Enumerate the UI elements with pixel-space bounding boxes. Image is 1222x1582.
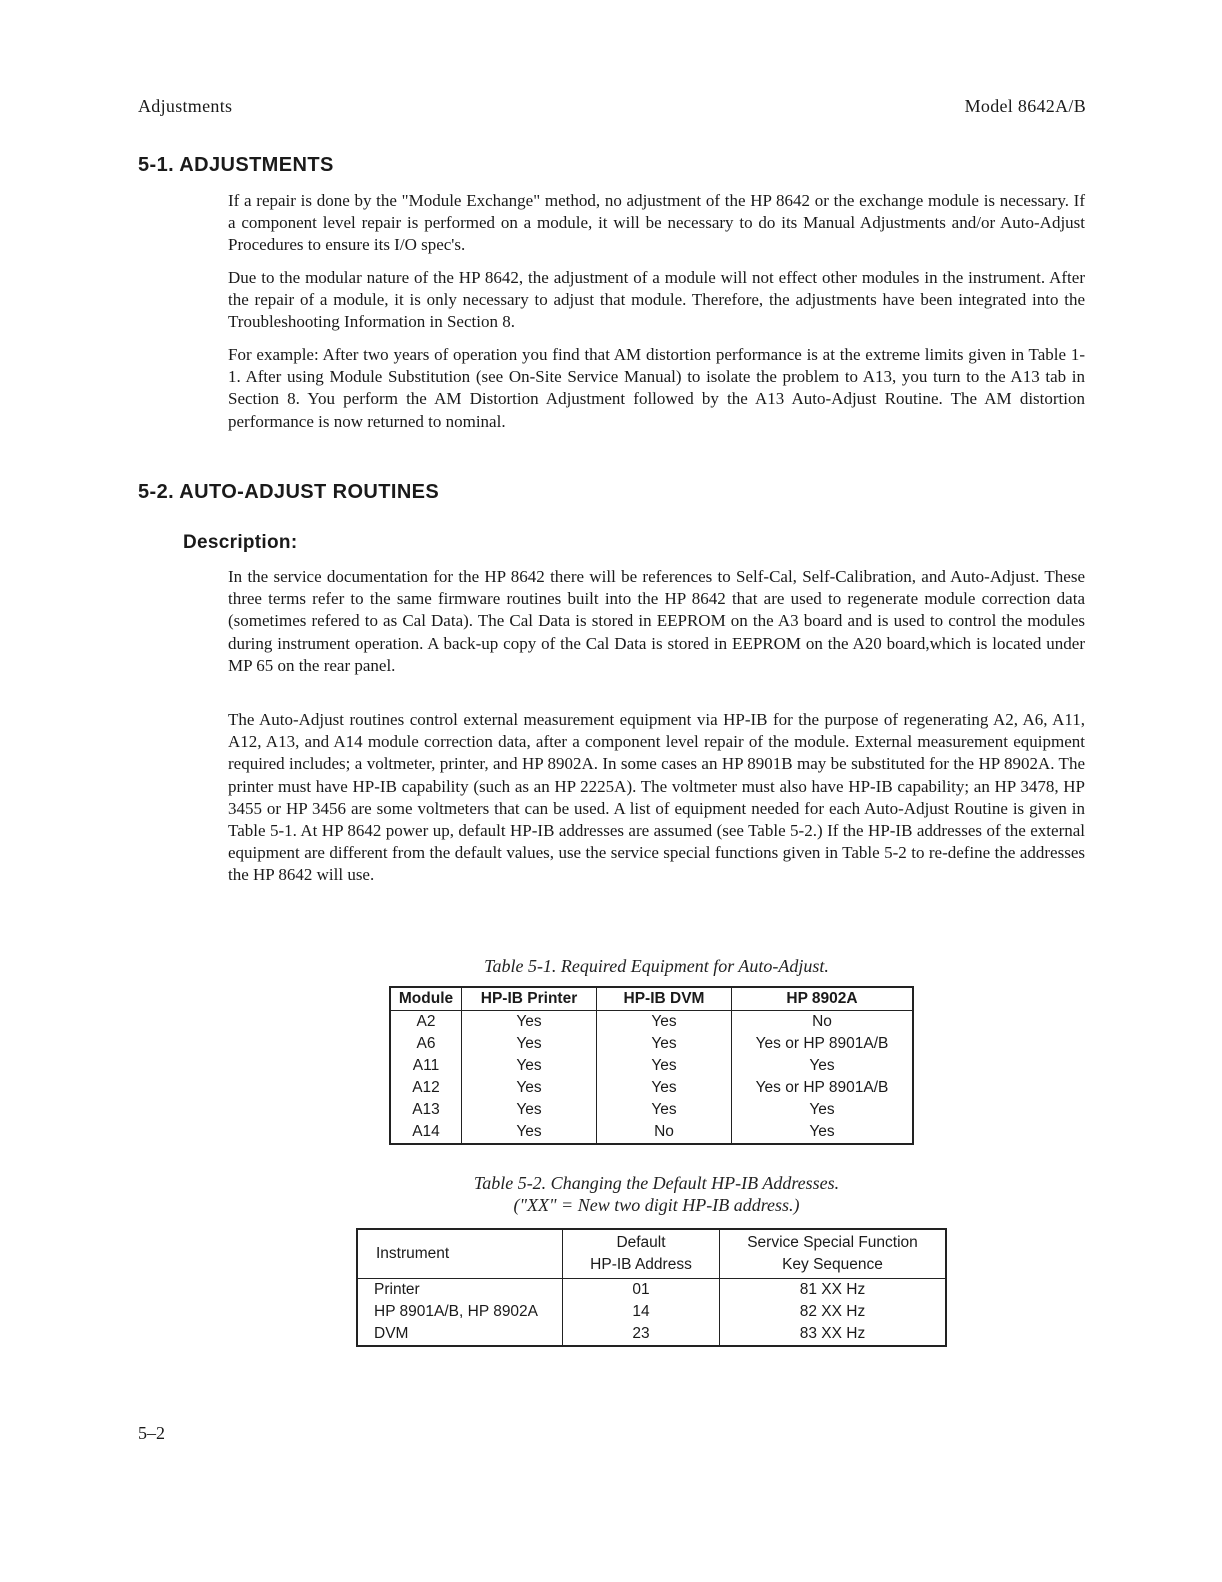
table-cell: DVM — [357, 1323, 563, 1346]
table-2-caption: Table 5-2. Changing the Default HP-IB Addresses. — [473, 1173, 840, 1193]
table-2-caption-note: ("XX" = New two digit HP-IB address.) — [513, 1195, 800, 1215]
column-header: HP 8902A — [732, 987, 914, 1011]
table-cell: Yes — [597, 1011, 732, 1034]
table-row — [357, 1279, 946, 1302]
table-cell: Yes — [462, 1121, 597, 1144]
table-cell: A13 — [390, 1099, 462, 1121]
column-header: HP-IB Printer — [462, 987, 597, 1011]
table-cell: 82 XX Hz — [720, 1301, 947, 1323]
column-header-default-address — [563, 1229, 720, 1279]
table-row — [357, 1301, 946, 1323]
section-heading-auto-adjust: 5-2. AUTO-ADJUST ROUTINES — [138, 481, 440, 503]
table-cell: Yes — [732, 1121, 914, 1144]
table-cell: HP 8901A/B, HP 8902A — [357, 1301, 563, 1323]
table-cell: Yes or HP 8901A/B — [732, 1077, 914, 1099]
table-cell: No — [597, 1121, 732, 1144]
header-line: HP-IB Address — [590, 1256, 692, 1273]
table-cell: Yes — [597, 1099, 732, 1121]
column-header-instrument: Instrument — [357, 1229, 563, 1279]
table-header-row — [390, 987, 913, 1011]
table-cell: Yes or HP 8901A/B — [732, 1033, 914, 1055]
header-line: Default — [616, 1234, 666, 1251]
table-cell: Yes — [462, 1011, 597, 1034]
required-equipment-table — [389, 986, 914, 1145]
table-row — [390, 1055, 913, 1077]
running-header-section: Adjustments — [138, 96, 233, 116]
table-cell: Yes — [462, 1055, 597, 1077]
table-cell: A6 — [390, 1033, 462, 1055]
table-cell: Yes — [597, 1077, 732, 1099]
table-row — [390, 1099, 913, 1121]
column-header-key-sequence — [720, 1229, 947, 1279]
table-row — [390, 1077, 913, 1099]
table-cell: 83 XX Hz — [720, 1323, 947, 1346]
table-row — [357, 1323, 946, 1346]
running-header-model: Model 8642A/B — [964, 96, 1086, 116]
subsection-heading-description: Description: — [183, 532, 298, 553]
header-line: Key Sequence — [782, 1256, 883, 1273]
table-cell: 81 XX Hz — [720, 1279, 947, 1302]
default-hpib-address-table — [356, 1228, 947, 1347]
table-1-caption: Table 5-1. Required Equipment for Auto-Adjust. — [484, 956, 829, 976]
table-cell: A12 — [390, 1077, 462, 1099]
table-cell: Yes — [732, 1099, 914, 1121]
column-header: Module — [390, 987, 462, 1011]
table-cell: Yes — [462, 1033, 597, 1055]
table-cell: A2 — [390, 1011, 462, 1034]
table-cell: 14 — [563, 1301, 720, 1323]
table-cell: Yes — [732, 1055, 914, 1077]
paragraph: In the service documentation for the HP 8642 there will be references to Self-Cal, Self-Calibration, and Auto-Adjust. These three terms refer to the same firmware routines built into the HP 8642 that are used to regenerate module correction data (sometimes refered to as Cal Data). The Cal Data is stored in EEPROM on the A3 board and is used to control the modules during instrument operation. A back-up copy of the Cal Data is stored in EEPROM on the A20 board,which is located under MP 65 on the rear panel. — [228, 567, 1085, 675]
table-cell: Printer — [357, 1279, 563, 1302]
table-cell: No — [732, 1011, 914, 1034]
table-row — [390, 1033, 913, 1055]
table-cell: 23 — [563, 1323, 720, 1346]
table-row — [390, 1011, 913, 1034]
section-heading-adjustments: 5-1. ADJUSTMENTS — [138, 154, 334, 176]
paragraph: The Auto-Adjust routines control external measurement equipment via HP-IB for the purpose of regenerating A2, A6, A11, A12, A13, and A14 module correction data, after a component level repair of the module. External measurement equipment required includes; a voltmeter, printer, and HP 8902A. In some cases an HP 8901B may be substituted for the HP 8902A. The printer must have HP-IB capability (such as an HP 2225A). The voltmeter must also have HP-IB capability; an HP 3478, HP 3455 or HP 3456 are some voltmeters that can be used. A list of equipment needed for each Auto-Adjust Routine is given in Table 5-1. At HP 8642 power up, default HP-IB addresses are assumed (see Table 5-2.) If the HP-IB addresses of the external equipment are different from the default values, use the service special functions given in Table 5-2 to re-define the addresses the HP 8642 will use. — [228, 710, 1085, 885]
table-cell: Yes — [597, 1033, 732, 1055]
header-line: Service Special Function — [747, 1234, 918, 1251]
table-cell: Yes — [597, 1055, 732, 1077]
column-header: HP-IB DVM — [597, 987, 732, 1011]
page-number: 5–2 — [138, 1423, 165, 1443]
table-cell: 01 — [563, 1279, 720, 1302]
table-cell: Yes — [462, 1077, 597, 1099]
table-cell: A14 — [390, 1121, 462, 1144]
table-cell: Yes — [462, 1099, 597, 1121]
paragraph: For example: After two years of operation you find that AM distortion performance is at the extreme limits given in Table 1-1. After using Module Substitution (see On-Site Service Manual) to isolate the problem to A13, you turn to the A13 tab in Section 8. You perform the AM Distortion Adjustment followed by the A13 Auto-Adjust Routine. The AM distortion performance is now returned to nominal. — [228, 345, 1085, 431]
paragraph: If a repair is done by the "Module Exchange" method, no adjustment of the HP 8642 or the exchange module is necessary. If a component level repair is performed on a module, it will be necessary to do its Manual Adjustments and/or Auto-Adjust Procedures to ensure its I/O spec's. — [228, 191, 1085, 255]
table-cell: A11 — [390, 1055, 462, 1077]
paragraph: Due to the modular nature of the HP 8642, the adjustment of a module will not effect other modules in the instrument. After the repair of a module, it is only necessary to adjust that module. Therefore, the adjustments have been integrated into the Troubleshooting Information in Section 8. — [228, 268, 1085, 332]
table-row — [390, 1121, 913, 1144]
table-header-row — [357, 1229, 946, 1279]
